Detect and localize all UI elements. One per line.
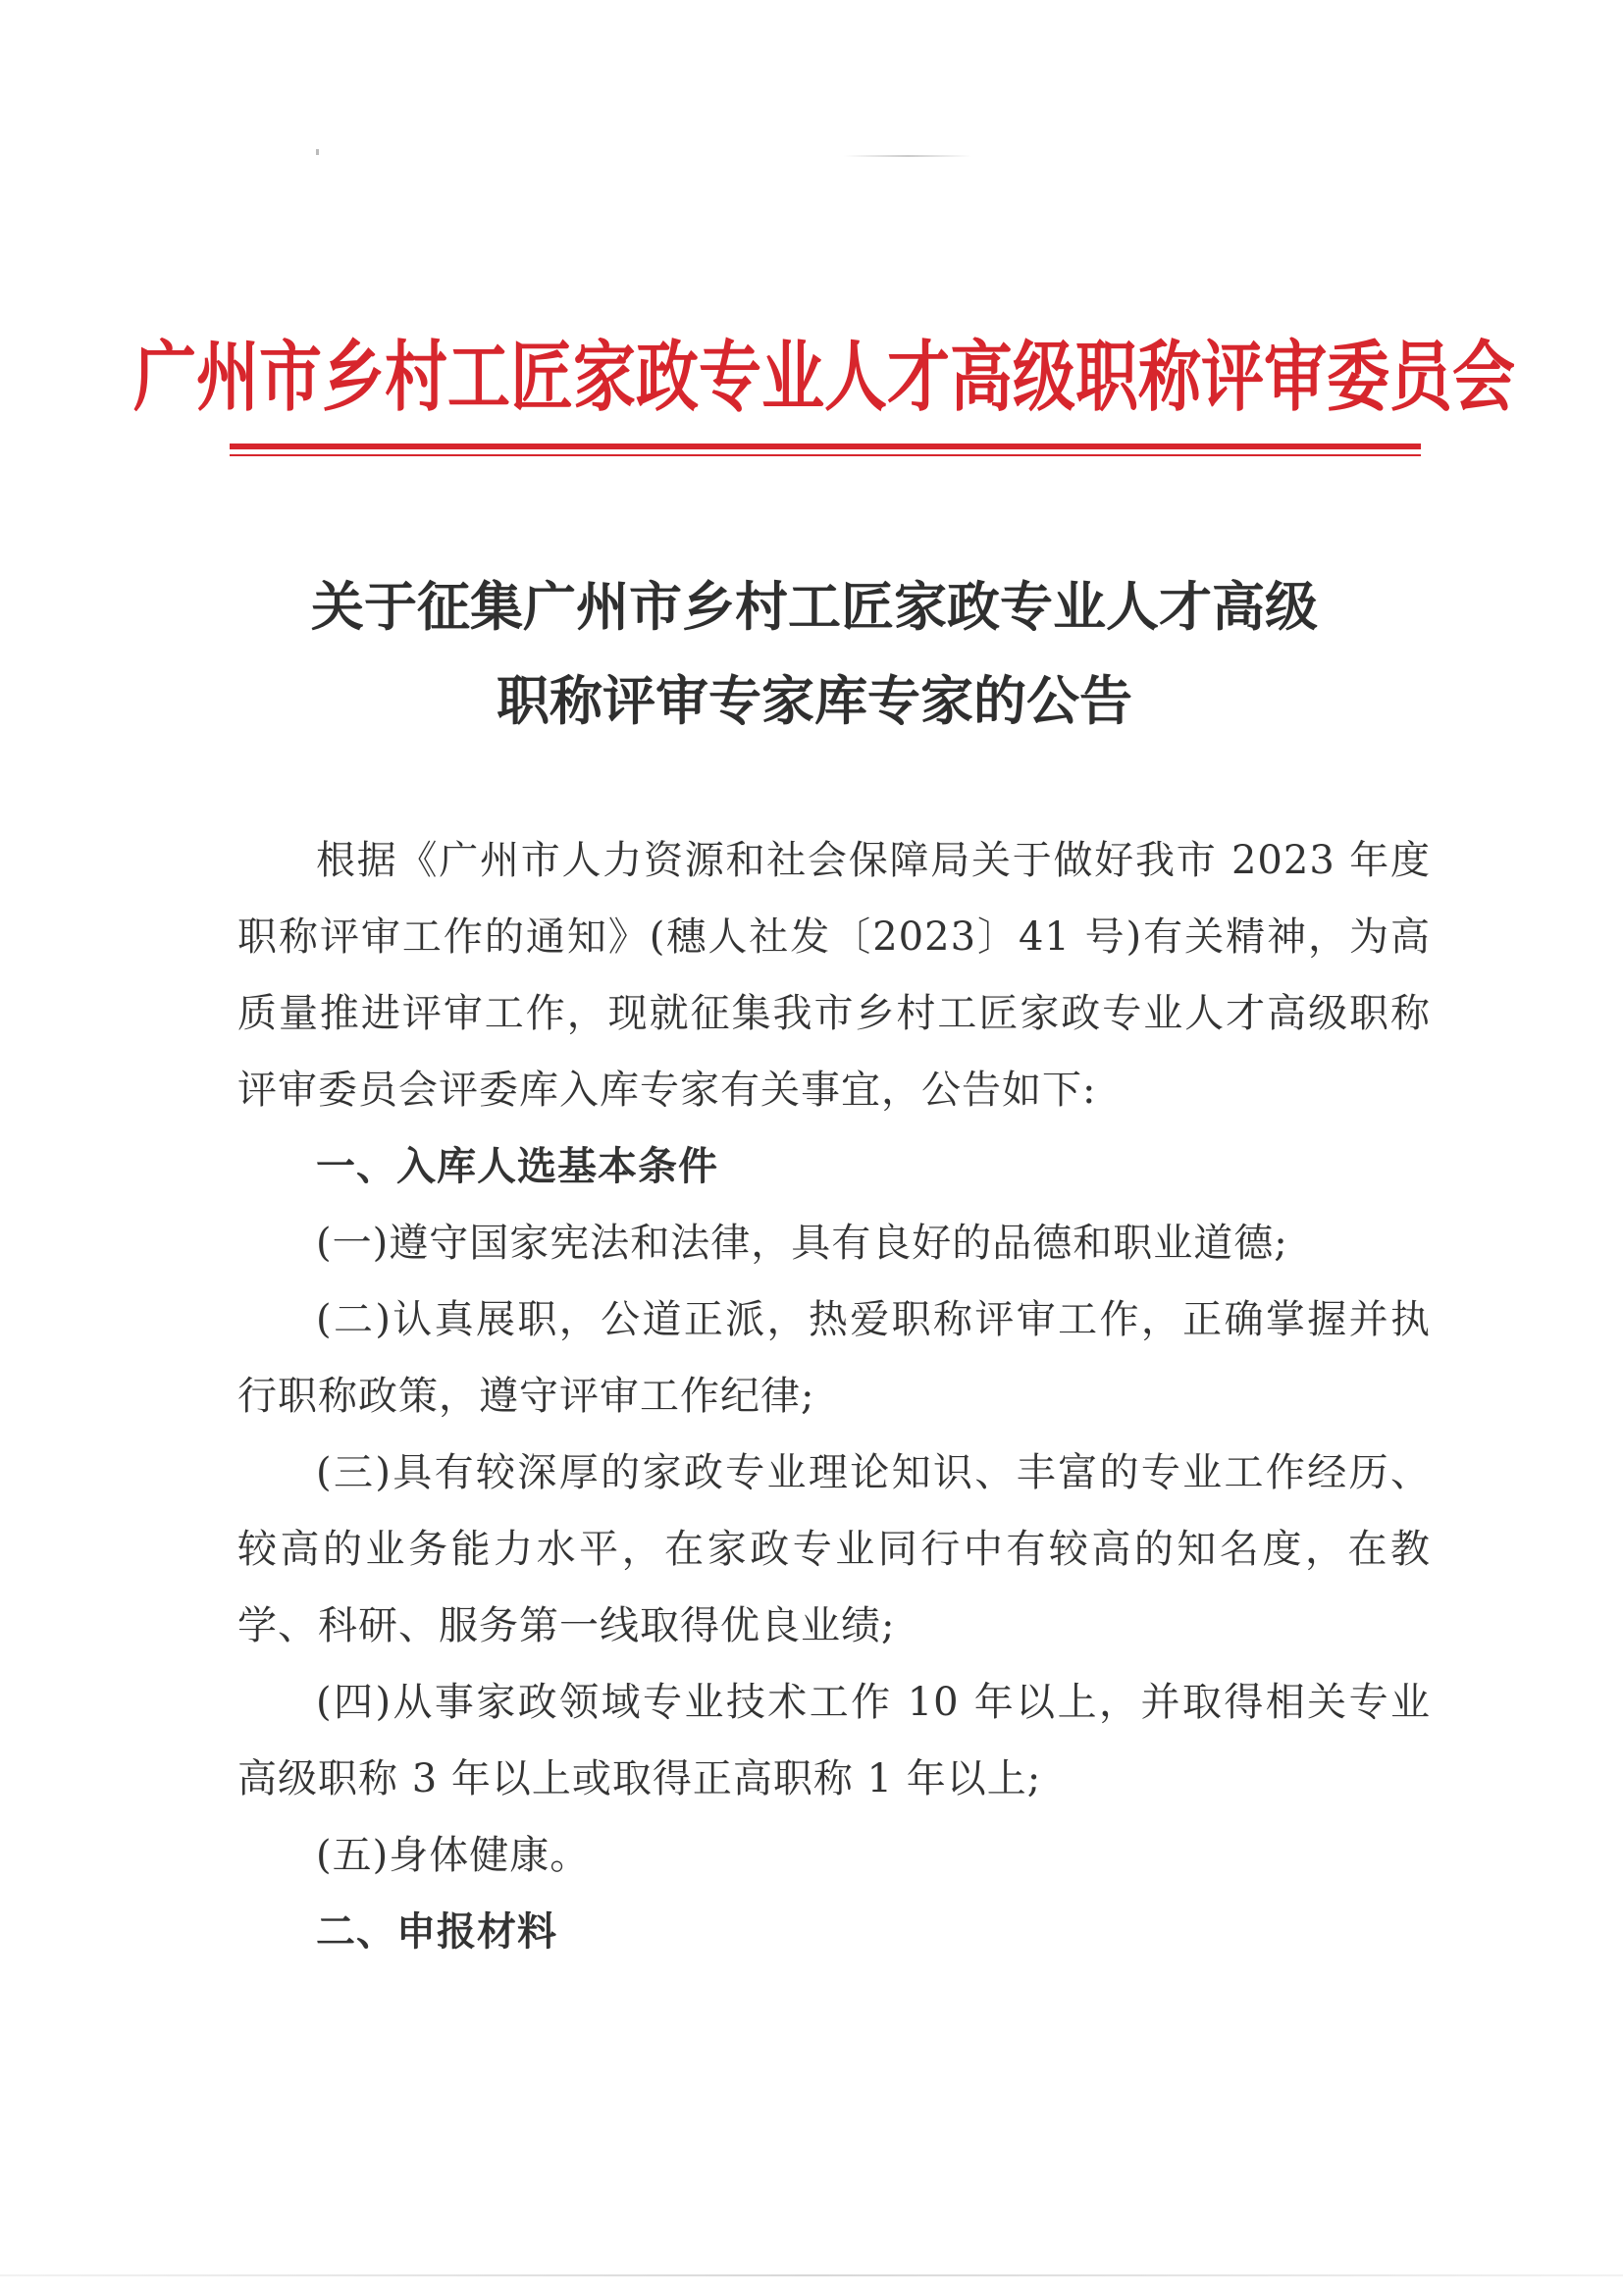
condition-item-5: (五)身体健康。 (316, 1833, 591, 1878)
notice-title-line-2: 职称评审专家库专家的公告 (497, 669, 1132, 732)
notice-title (157, 559, 1472, 748)
condition-item-4: (四)从事家政领域专业技术工作 10 年以上，并取得相关专业高级职称 3 年以上或取得正高职称 1 年以上; (237, 1680, 1431, 1801)
notice-body (237, 822, 1431, 1970)
condition-item-2: (二)认真展职，公道正派，热爱职称评审工作，正确掌握并执行职称政策，遵守评审工作纪律; (237, 1297, 1431, 1419)
condition-item-1: (一)遵守国家宪法和法律，具有良好的品德和职业道德; (316, 1221, 1288, 1266)
notice-title-line-1: 关于征集广州市乡村工匠家政专业人才高级 (311, 575, 1318, 638)
red-divider-thin (230, 454, 1421, 456)
condition-item-3: (三)具有较深厚的家政专业理论知识、丰富的专业工作经历、较高的业务能力水平，在家政专业同行中有较高的知名度，在教学、科研、服务第一线取得优良业绩; (237, 1450, 1431, 1648)
scan-artifact-bottom-line (0, 2274, 1623, 2276)
red-divider-thick (230, 444, 1421, 449)
section-heading-1: 一、入库人选基本条件 (316, 1144, 718, 1189)
organization-header: 广州市乡村工匠家政专业人才高级职称评审委员会 (133, 334, 1515, 423)
scan-artifact-line (844, 155, 971, 157)
intro-paragraph: 根据《广州市人力资源和社会保障局关于做好我市 2023 年度职称评审工作的通知》(穗人社发〔2023〕41 号)有关精神，为高质量推进评审工作，现就征集我市乡村工匠家政专业人才高级职称评审委员会评委库入库专家有关事宜，公告如下: (237, 838, 1431, 1113)
section-heading-2: 二、申报材料 (316, 1909, 557, 1955)
scan-speck (316, 149, 319, 155)
